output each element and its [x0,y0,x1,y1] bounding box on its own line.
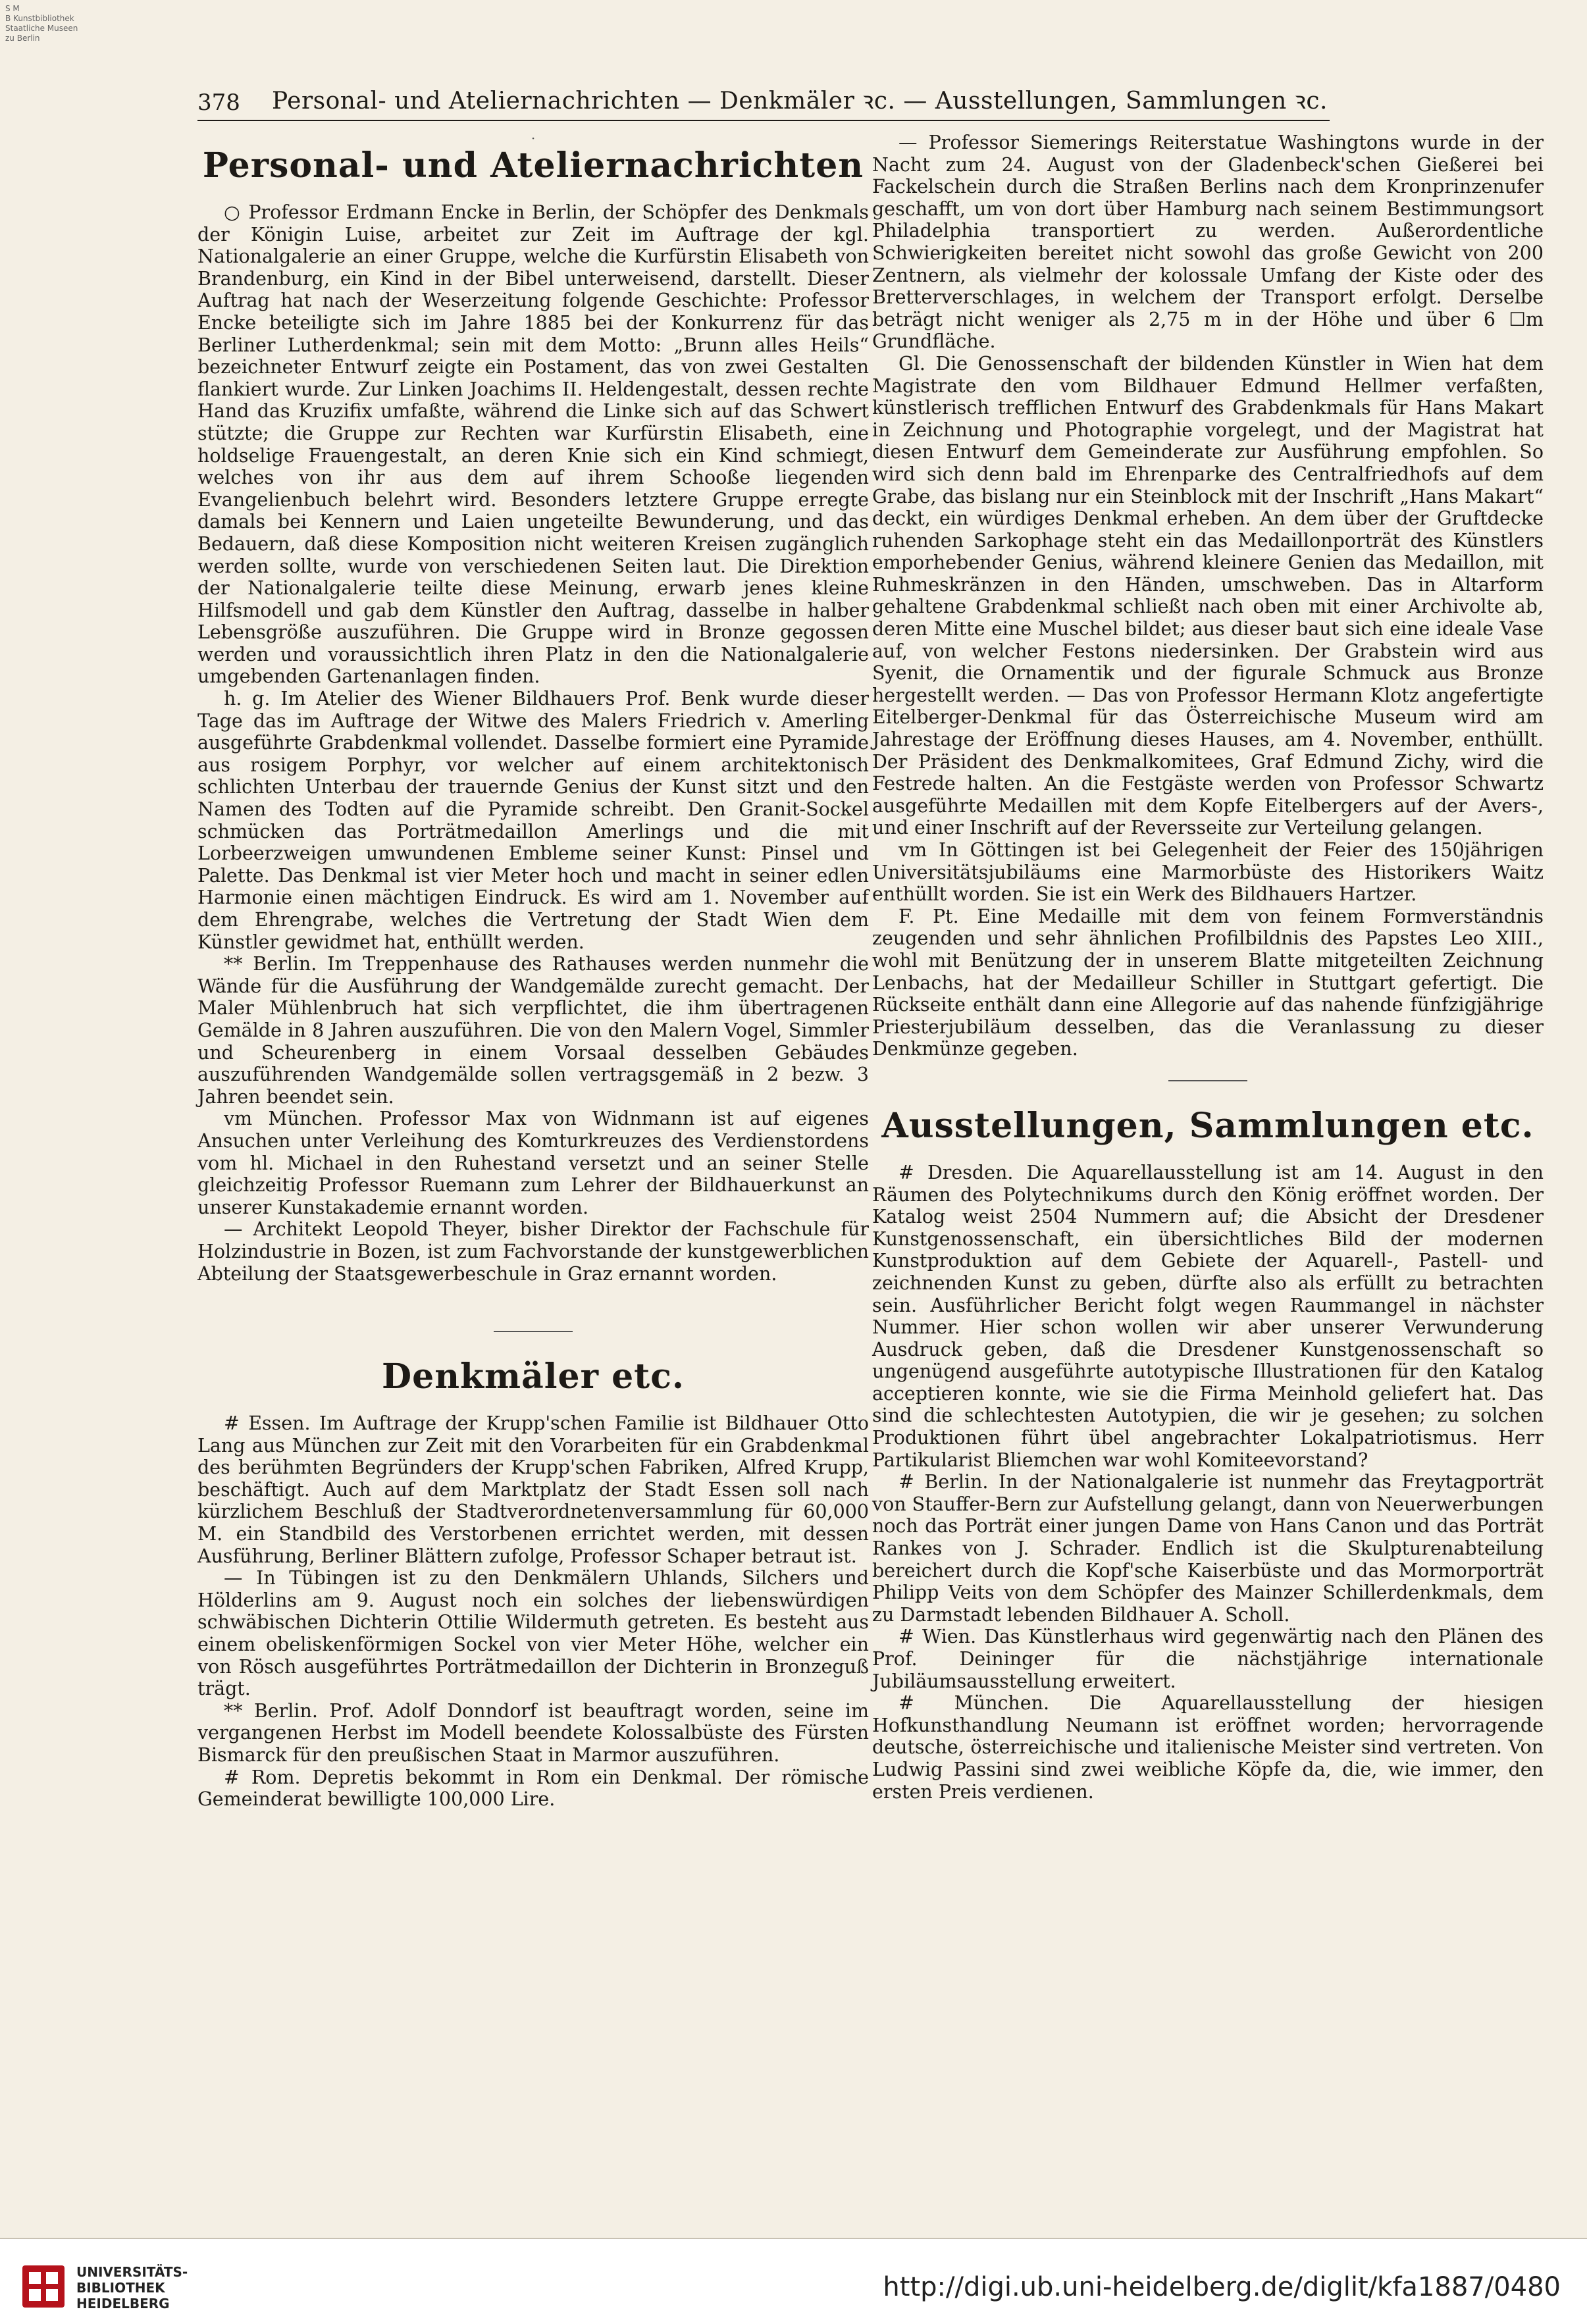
article-paragraph: # Essen. Im Auftrage der Krupp'schen Familie ist Bildhauer Otto Lang aus München zur Zeit mit den Vorarbeiten für ein Grabdenkmal des berühmten Begründers der Krupp'schen Fabriken, Alfred Krupp, beschäftigt. Auch auf dem Marktplatz der Stadt Essen soll nach kürzlichem Beschluß der Stadtverordnetenversammlung für 60,000 M. ein Standbild des Verstorbenen errichtet werden, mit dessen Ausführung, Berliner Blättern zufolge, Professor Schaper betraut ist. [197,1412,869,1567]
article-paragraph: — Professor Siemerings Reiterstatue Washingtons wurde in der Nacht zum 24. August von der Gladenbeck'schen Gießerei bei Fackelschein durch die Straßen Berlins nach dem Kronprinzenufer geschafft, um von dort über Hamburg nach seinem Bestimmungsort Philadelphia transportiert zu werden. Außerordentliche Schwierigkeiten bereitet nicht sowohl das große Gewicht von 200 Zentnern, als vielmehr der kolossale Umfang der Kiste oder des Bretterverschlages, in welchem der Transport erfolgt. Derselbe beträgt nicht weniger als 2,75 m in der Höhe und über 6 ☐m Grundfläche. [872,132,1544,353]
page-number: 378 [197,90,240,116]
heading-ornament: · [531,130,536,146]
logo-line: UNIVERSITÄTS- [76,2264,188,2280]
source-url-link[interactable]: http://digi.ub.uni-heidelberg.de/diglit/kfa1887/0480 [883,2272,1561,2302]
stamp-line: B Kunstbibliothek [5,14,74,23]
stamp-line: zu Berlin [5,34,40,43]
article-paragraph: — In Tübingen ist zu den Denkmälern Uhlands, Silchers und Hölderlins am 9. August noch ein solches der liebenswürdigen schwäbischen Dichterin Ottilie Wildermuth getreten. Es besteht aus einem obeliskenförmigen Sockel von vier Meter Höhe, welcher ein von Rösch ausgeführtes Porträtmedaillon der Dichterin in Bronzeguß trägt. [197,1567,869,1700]
article-paragraph: F. Pt. Eine Medaille mit dem von feinem Formverständnis zeugenden und sehr ähnlichen Profilbildnis des Papstes Leo XIII., wohl mit Benützung der in unserem Blatte mitgeteilten Zeichnung Lenbachs, hat der Medailleur Schiller in Stuttgart gefertigt. Die Rückseite enthält dann eine Allegorie auf das nahende fünfzigjährige Priesterjubiläum desselben, das die Veranlassung zu dieser Denkmünze gegeben. [872,905,1544,1060]
header-rule [197,120,1330,121]
article-paragraph: ○ Professor Erdmann Encke in Berlin, der Schöpfer des Denkmals der Königin Luise, arbeitet zur Zeit im Auftrage der kgl. Nationalgalerie an einer Gruppe, welche die Kurfürstin Elisabeth von Brandenburg, ein Kind in der Bibel unterweisend, darstellt. Dieser Auftrag hat nach der Weserzeitung folgende Geschichte: Professor Encke beteiligte sich im Jahre 1885 bei der Konkurrenz für das Berliner Lutherdenkmal; sein mit dem Motto: „Brunn alles Heils“ bezeichneter Entwurf zeigte ein Postament, das von zwei Gestalten flankiert wurde. Zur Linken Joachims II. Heldengestalt, dessen rechte Hand das Kruzifix umfaßte, während die Linke sich auf das Schwert stützte; die Gruppe zur Rechten war Kurfürstin Elisabeth, eine holdselige Frauengestalt, an deren Knie sich ein Kind schmiegt, welches von ihr aus dem auf ihrem Schooße liegenden Evangelienbuch belehrt wird. Besonders letztere Gruppe erregte damals bei Kennern und Laien ungeteilte Bewunderung, und das Bedauern, daß diese Komposition nicht weiteren Kreisen zugänglich werden sollte, wurde von verschiedenen Seiten laut. Die Direktion der Nationalgalerie teilte diese Meinung, erwarb jenes kleine Hilfsmodell und gab dem Künstler den Auftrag, dasselbe in halber Lebensgröße auszuführen. Die Gruppe wird in Bronze gegossen werden und voraussichtlich ihren Platz in den die Nationalgalerie umgebenden Gartenanlagen finden. [197,201,869,688]
running-head: Personal- und Ateliernachrichten — Denkmäler ꝛc. — Ausstellungen, Sammlungen ꝛc. [272,88,1328,115]
article-paragraph: # Wien. Das Künstlerhaus wird gegenwärtig nach den Plänen des Prof. Deininger für die nächstjährige internationale Jubiläumsausstellung erweitert. [872,1626,1544,1692]
article-paragraph: Gl. Die Genossenschaft der bildenden Künstler in Wien hat dem Magistrate den vom Bildhauer Edmund Hellmer verfaßten, künstlerisch trefflichen Entwurf des Grabdenkmals für Hans Makart in Zeichnung und Photographie vorgelegt, und der Magistrat hat diesen Entwurf dem Gemeinderate zur Ausführung empfohlen. So wird sich denn bald im Ehrenparke des Centralfriedhofs auf dem Grabe, das bislang nur ein Steinblock mit der Inschrift „Hans Makart“ deckt, ein würdiges Denkmal erheben. An dem über der Gruftdecke ruhenden Sarkophage steht ein das Medaillonporträt des Künstlers emporhebender Genius, während kleinere Genien das Medaillon, mit Ruhmeskränzen in den Händen, umschweben. Das in Altarform gehaltene Grabdenkmal schließt nach oben mit einer Archivolte ab, deren Mitte eine Muschel bildet; aus dieser baut sich eine ideale Vase auf, von welcher Festons niedersinken. Der Grabstein wird aus Syenit, die Ornamentik und der figurale Schmuck aus Bronze hergestellt werden. — Das von Professor Hermann Klotz angefertigte Eitelberger-Denkmal für das Österreichische Museum wird am Jahrestage der Eröffnung dieses Hauses, am 4. November, enthüllt. Der Präsident des Denkmalkomitees, Graf Edmund Zichy, wird die Festrede halten. An die Festgäste werden von Professor Schwartz ausgeführte Medaillen mit dem Kopfe Eitelbergers auf der Avers-, und einer Inschrift auf der Reversseite zur Verteilung gelangen. [872,352,1544,839]
left-column [197,132,869,1811]
article-paragraph: ** Berlin. Prof. Adolf Donndorf ist beauftragt worden, seine im vergangenen Herbst im Modell beendete Kolossalbüste des Fürsten Bismarck für den preußischen Staat in Marmor auszuführen. [197,1699,869,1766]
library-stamp [5,4,111,43]
article-paragraph: vm München. Professor Max von Widnmann ist auf eigenes Ansuchen unter Verleihung des Komturkreuzes des Verdienstordens vom hl. Michael in den Ruhestand versetzt und an seiner Stelle gleichzeitig Professor Ruemann zum Lehrer der Bildhauerkunst an unserer Kunstakademie ernannt worden. [197,1108,869,1218]
article-paragraph: vm In Göttingen ist bei Gelegenheit der Feier des 150jährigen Universitätsjubiläums eine Marmorbüste des Historikers Waitz enthüllt worden. Sie ist ein Werk des Bildhauers Hartzer. [872,839,1544,906]
logo-line: BIBLIOTHEK [76,2280,165,2296]
article-paragraph: # Dresden. Die Aquarellausstellung ist am 14. August in den Räumen des Polytechnikums durch den König eröffnet worden. Der Katalog weist 2504 Nummern auf; die Absicht der Dresdener Kunstgenossenschaft, ein übersichtliches Bild der modernen Kunstproduktion auf dem Gebiete der Aquarell-, Pastell- und zeichnenden Kunst zu geben, dürfte also als erfüllt zu betrachten sein. Ausführlicher Bericht folgt wegen Raummangel in nächster Nummer. Hier schon wollen wir aber unserer Verwunderung Ausdruck geben, daß die Dresdener Kunstgenossenschaft so ungenügend ausgeführte autotypische Illustrationen für den Katalog acceptieren konnte, wie sie die Firma Meinhold geliefert hat. Das sind die schlechtesten Autotypien, die wir je gesehen; zu solchen Produktionen führt übel angebrachter Lokalpatriotismus. Herr Partikularist Bliemchen war wohl Komiteevorstand? [872,1161,1544,1471]
article-paragraph: — Architekt Leopold Theyer, bisher Direktor der Fachschule für Holzindustrie in Bozen, ist zum Fachvorstande der kunstgewerblichen Abteilung der Staatsgewerbeschule in Graz ernannt worden. [197,1218,869,1285]
article-paragraph: h. g. Im Atelier des Wiener Bildhauers Prof. Benk wurde dieser Tage das im Auftrage der Witwe des Malers Friedrich v. Amerling ausgeführte Grabdenkmal vollendet. Dasselbe formiert eine Pyramide aus rosigem Porphyr, vor welcher auf einem architektonisch schlichten Unterbau der trauernde Genius der Kunst sitzt und den Namen des Todten auf die Pyramide schreibt. Den Granit-Sockel schmücken das Porträtmedaillon Amerlings und die mit Lorbeerzweigen umwundenen Embleme seiner Kunst: Pinsel und Palette. Das Denkmal ist vier Meter hoch und macht in seiner edlen Harmonie einen mächtigen Eindruck. Es wird am 1. November auf dem Ehrengrabe, welches die Vertretung der Stadt Wien dem Künstler gewidmet hat, enthüllt werden. [197,688,869,953]
library-footer [0,2239,1587,2324]
stamp-line: Staatliche Museen [5,24,78,33]
section-spacer [197,1285,869,1311]
library-logo-text [76,2264,188,2311]
right-column [872,132,1544,1803]
section-heading-denkmaeler: Denkmäler etc. [382,1356,685,1397]
section-divider [1168,1080,1247,1081]
article-paragraph: # Berlin. In der Nationalgalerie ist nunmehr das Freytagporträt von Stauffer-Bern zur Aufstellung gelangt, dann von Neuerwerbungen noch das Porträt einer jungen Dame von Hans Canon und das Porträt Rankes von J. Schrader. Endlich ist die Skulpturenabteilung bereichert durch die Kopf'sche Kaiserbüste und das Mormorporträt Philipp Veits von dem Schöpfer des Mainzer Schillerdenkmals, dem zu Darmstadt lebenden Bildhauer A. Scholl. [872,1471,1544,1626]
article-paragraph: # München. Die Aquarellausstellung der hiesigen Hofkunsthandlung Neumann ist eröffnet worden; hervorragende deutsche, österreichische und italienische Meister sind vertreten. Von Ludwig Passini sind zwei weibliche Köpfe da, die, wie immer, den ersten Preis verdienen. [872,1692,1544,1803]
section-divider [494,1331,573,1332]
article-paragraph: ** Berlin. Im Treppenhause des Rathauses werden nunmehr die Wände für die Ausführung der Wandgemälde zurecht gemacht. Der Maler Mühlenbruch hat sich verpflichtet, die ihm übertragenen Gemälde in 8 Jahren auszuführen. Die von den Malern Vogel, Simmler und Scheurenberg in einem Vorsaal desselben Gebäudes auszuführenden Wandgemälde sollen vertragsgemäß in 2 bezw. 3 Jahren beendet sein. [197,953,869,1108]
section-heading-personal: Personal- und Ateliernachrichten [202,145,864,186]
page-header [197,79,1330,116]
article-paragraph: # Rom. Depretis bekommt in Rom ein Denkmal. Der römische Gemeinderat bewilligte 100,000 Lire. [197,1766,869,1811]
section-heading-ausstellungen: Ausstellungen, Sammlungen etc. [881,1105,1534,1146]
logo-line: HEIDELBERG [76,2296,170,2311]
stamp-line: S M [5,4,20,13]
university-seal-icon [20,2263,67,2310]
